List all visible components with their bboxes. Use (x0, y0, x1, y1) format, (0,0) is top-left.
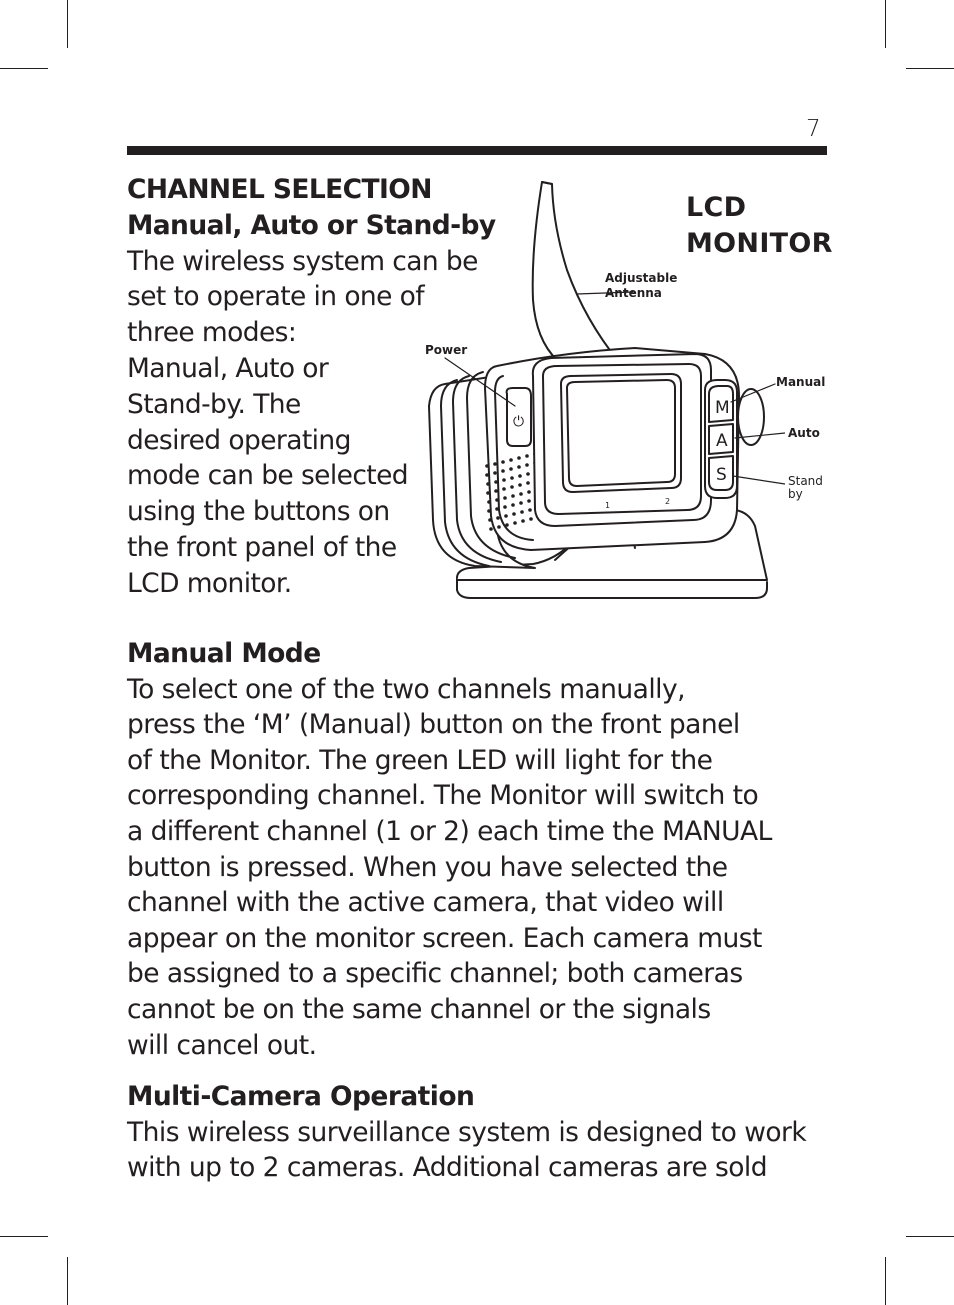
intro-line: The wireless system can be (127, 245, 478, 277)
manual-mode-line: corresponding channel. The Monitor will switch to (127, 780, 759, 812)
intro-line: set to operate in one of (127, 281, 425, 313)
crop-mark (885, 1257, 886, 1305)
page-number: 7 (806, 116, 821, 142)
manual-mode-line: be assigned to a speciﬁc channel; both cameras (127, 958, 743, 990)
auto-button-letter: A (716, 431, 728, 451)
intro-line: Manual, Auto or (127, 352, 329, 384)
intro-line: three modes: (127, 317, 297, 349)
multi-camera-line: with up to 2 cameras. Additional cameras are sold (127, 1152, 767, 1184)
crop-mark (885, 0, 886, 48)
modes-subheading: Manual, Auto or Stand-by (127, 209, 496, 241)
crop-mark (0, 68, 48, 69)
crop-mark (0, 1236, 48, 1237)
intro-line: the front panel of the (127, 531, 397, 563)
channel-1-mark: 1 (605, 501, 611, 510)
crop-mark (67, 1257, 68, 1305)
intro-line: using the buttons on (127, 496, 390, 528)
intro-line: desired operating (127, 424, 351, 456)
manual-mode-line: channel with the active camera, that video will (127, 887, 724, 919)
crop-mark (67, 0, 68, 48)
crop-mark (906, 1236, 954, 1237)
manual-mode-line: button is pressed. When you have selected the (127, 851, 728, 883)
intro-line: LCD monitor. (127, 567, 292, 599)
channel-selection-heading: CHANNEL SELECTION (127, 174, 432, 205)
manual-mode-line: a different channel (1 or 2) each time the MANUAL (127, 815, 772, 847)
manual-mode-line: appear on the monitor screen. Each camera must (127, 922, 762, 954)
intro-line: Stand-by. The (127, 388, 301, 420)
manual-mode-line: of the Monitor. The green LED will light for the (127, 744, 713, 776)
manual-mode-line: cannot be on the same channel or the signals (127, 993, 711, 1025)
intro-line: mode can be selected (127, 460, 409, 492)
manual-mode-line: To select one of the two channels manually, (127, 673, 685, 705)
top-rule (127, 146, 827, 155)
standby-button-letter: S (716, 465, 727, 485)
crop-mark (906, 68, 954, 69)
manual-mode-section (127, 636, 837, 1063)
standby-callout: Stand by (788, 474, 823, 501)
multi-camera-line: This wireless surveillance system is designed to work (127, 1116, 807, 1148)
manual-button-letter: M (715, 398, 730, 418)
manual-mode-line: will cancel out. (127, 1029, 317, 1061)
manual-callout: Manual (776, 375, 826, 389)
channel-2-mark: 2 (665, 497, 671, 506)
multi-camera-section (127, 1079, 847, 1186)
antenna-callout: Adjustable Antenna (605, 271, 678, 300)
multi-camera-heading: Multi-Camera Operation (127, 1081, 475, 1112)
lcd-monitor-title: LCD MONITOR (686, 192, 833, 259)
manual-mode-line: press the ‘M’ (Manual) button on the front panel (127, 709, 740, 741)
power-symbol: ⏻ (513, 414, 525, 430)
auto-callout: Auto (788, 426, 820, 440)
manual-mode-heading: Manual Mode (127, 638, 321, 669)
power-callout: Power (425, 343, 468, 357)
